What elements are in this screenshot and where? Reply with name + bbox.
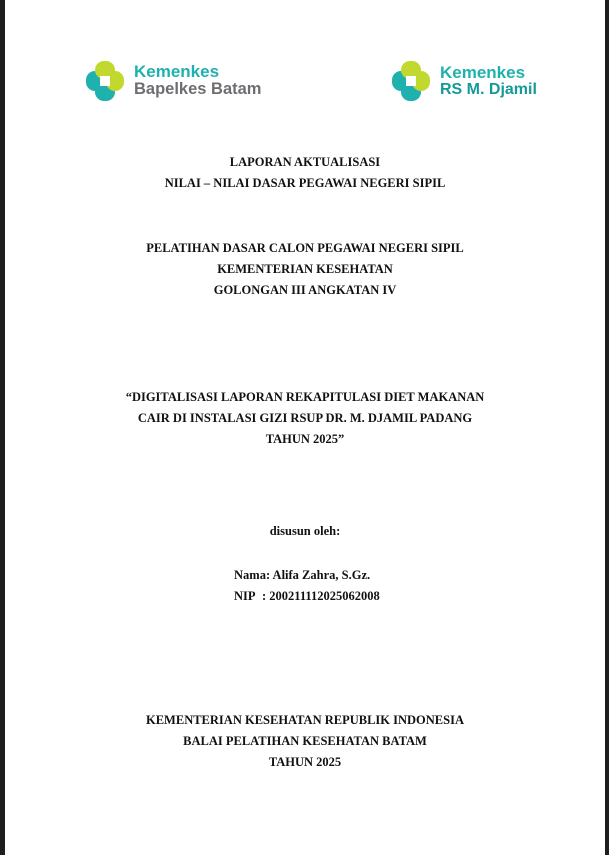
author-name-row [234, 565, 380, 586]
institution-line1: KEMENTERIAN KESEHATAN REPUBLIK INDONESIA [146, 713, 464, 727]
prepared-by-label [5, 521, 605, 542]
report-heading-line1: LAPORAN AKTUALISASI [229, 155, 381, 169]
report-heading [5, 152, 605, 194]
institution-line2: BALAI PELATIHAN KESEHATAN BATAM [183, 734, 427, 748]
report-title [5, 387, 605, 450]
author-info [234, 565, 380, 607]
author-name-value: : Alifa Zahra, S.Gz. [265, 568, 371, 582]
logo-right-line1: Kemenkes [440, 62, 526, 82]
institution-footer [5, 710, 605, 773]
training-heading-line2: KEMENTERIAN KESEHATAN [217, 262, 393, 276]
document-page [5, 0, 605, 855]
prepared-by-text: disusun oleh: [269, 524, 341, 538]
logo-left-line2: Bapelkes Batam [134, 80, 262, 99]
author-nip-value: : 200211112025062008 [262, 589, 380, 603]
viewer-right-border [605, 0, 609, 855]
author-nip-row [234, 586, 380, 607]
report-title-line1: “DIGITALISASI LAPORAN REKAPITULASI DIET MAKANAN [125, 390, 485, 404]
report-title-line2: CAIR DI INSTALASI GIZI RSUP DR. M. DJAMIL PADANG [137, 411, 473, 425]
training-heading-line3: GOLONGAN III ANGKATAN IV [213, 283, 397, 297]
report-heading-line2: NILAI – NILAI DASAR PEGAWAI NEGERI SIPIL [164, 176, 446, 190]
logo-left-line1: Kemenkes [134, 62, 220, 82]
training-heading [5, 238, 605, 301]
kemenkes-rs-djamil-logo [388, 57, 537, 105]
logo-right-line2: RS M. Djamil [440, 80, 537, 98]
author-nip-label: NIP [234, 589, 256, 603]
author-name-label: Nama [234, 568, 266, 582]
institution-line3: TAHUN 2025 [268, 755, 342, 769]
report-title-line3: TAHUN 2025” [265, 432, 345, 446]
kemenkes-heart-logo-icon [388, 57, 434, 105]
kemenkes-bapelkes-logo [82, 57, 261, 105]
training-heading-line1: PELATIHAN DASAR CALON PEGAWAI NEGERI SIPIL [146, 241, 464, 255]
kemenkes-heart-logo-icon [82, 57, 128, 105]
